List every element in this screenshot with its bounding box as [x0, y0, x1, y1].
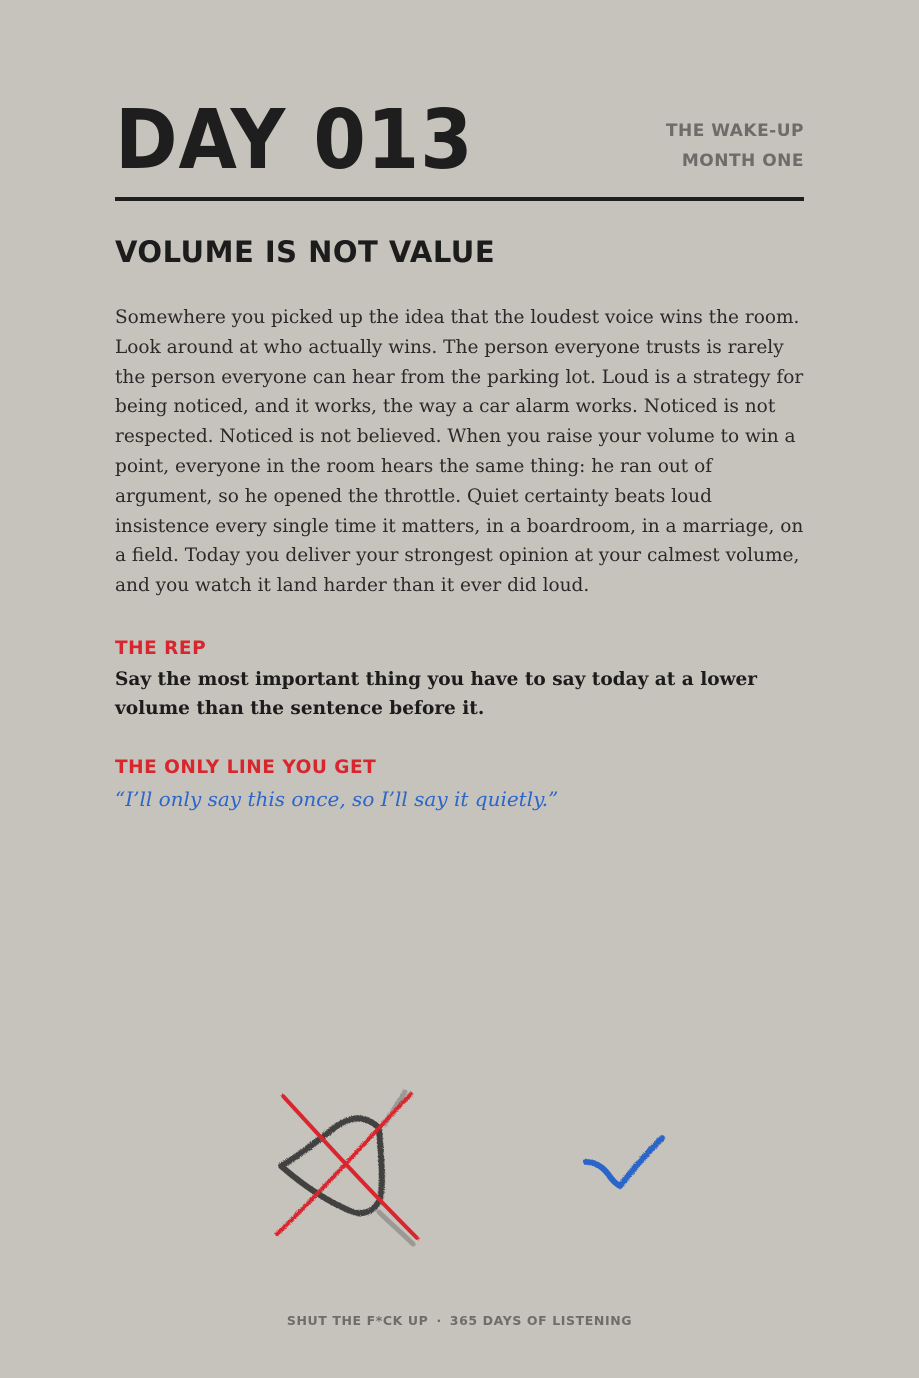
checkmark-icon	[580, 1130, 670, 1196]
header-meta	[666, 116, 804, 176]
only-line-quote: “I’ll only say this once, so I’ll say it quietly.”	[115, 787, 559, 811]
month-label: MONTH ONE	[681, 151, 804, 171]
footer-series: 365 DAYS OF LISTENING	[449, 1313, 633, 1328]
body-paragraph: Somewhere you picked up the idea that the loudest voice wins the room. Look around at who actually wins. The person everyone trusts is rarely the person everyone can hear from the parking lot. Loud is a strategy for being noticed, and it works, the way a car alarm works. Noticed is not respected. Noticed is not believed. When you raise your volume to win a point, everyone in the room hears the same thing: he ran out of argument, so he opened the throttle. Quiet certainty beats loud insistence every single time it matters, in a boardroom, in a marriage, on a field. Today you deliver your strongest opinion at your calmest volume, and you watch it land harder than it ever did loud.	[115, 307, 804, 597]
day-title: DAY 013	[115, 93, 474, 188]
page-header	[115, 93, 804, 200]
rep-text: Say the most important thing you have to say today at a lower volume than the sentence before it.	[115, 669, 758, 719]
rep-label: THE REP	[115, 638, 207, 659]
footer-separator: ·	[436, 1313, 442, 1328]
page-footer	[115, 1311, 804, 1331]
section-title: VOLUME IS NOT VALUE	[115, 235, 496, 269]
only-line-label: THE ONLY LINE YOU GET	[115, 757, 377, 778]
header-divider	[115, 197, 804, 201]
phase-label: THE WAKE-UP	[665, 121, 804, 141]
crossed-out-triangle-icon	[267, 1084, 437, 1248]
journal-page	[115, 0, 804, 1378]
footer-brand: SHUT THE F*CK UP	[286, 1313, 429, 1328]
